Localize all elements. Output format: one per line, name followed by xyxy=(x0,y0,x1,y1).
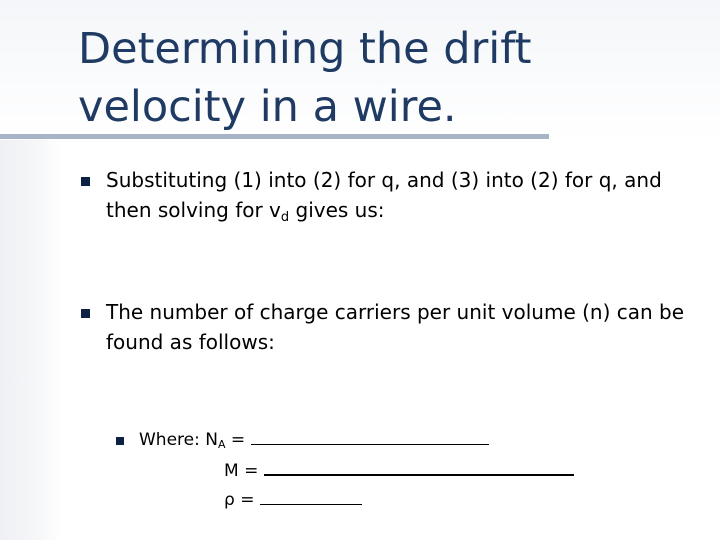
bullet-2-text: The number of charge carriers per unit volume (n) can be found as follows: xyxy=(106,300,685,354)
rho-symbol: ρ xyxy=(224,490,235,510)
bullet-square-icon xyxy=(81,309,90,318)
bullet-1-text xyxy=(106,165,696,233)
bullet-square-icon xyxy=(81,177,90,186)
sub-bullet-square-icon xyxy=(116,437,124,445)
na-blank xyxy=(251,429,489,445)
na-subscript: A xyxy=(217,438,226,451)
m-symbol: M xyxy=(224,461,239,481)
equals-sign: = xyxy=(234,490,260,510)
where-label: Where: xyxy=(139,430,206,450)
slide-title: Determining the drift velocity in a wire. xyxy=(78,24,532,132)
m-blank xyxy=(264,459,574,476)
where-rho-line xyxy=(224,489,362,511)
equals-sign: = xyxy=(225,430,251,450)
rho-blank xyxy=(260,489,362,505)
where-na-line xyxy=(139,429,489,456)
title-rule xyxy=(0,134,549,139)
bullet-1-text-main: Substituting (1) into (2) for q, and (3) into (2) for q, and then solving for v xyxy=(106,168,662,222)
bullet-1-text-end: gives us: xyxy=(289,198,385,222)
where-m-line xyxy=(224,459,574,482)
bullet-1-subscript: d xyxy=(280,210,290,225)
na-symbol: N xyxy=(205,430,218,450)
equals-sign: = xyxy=(238,461,264,481)
